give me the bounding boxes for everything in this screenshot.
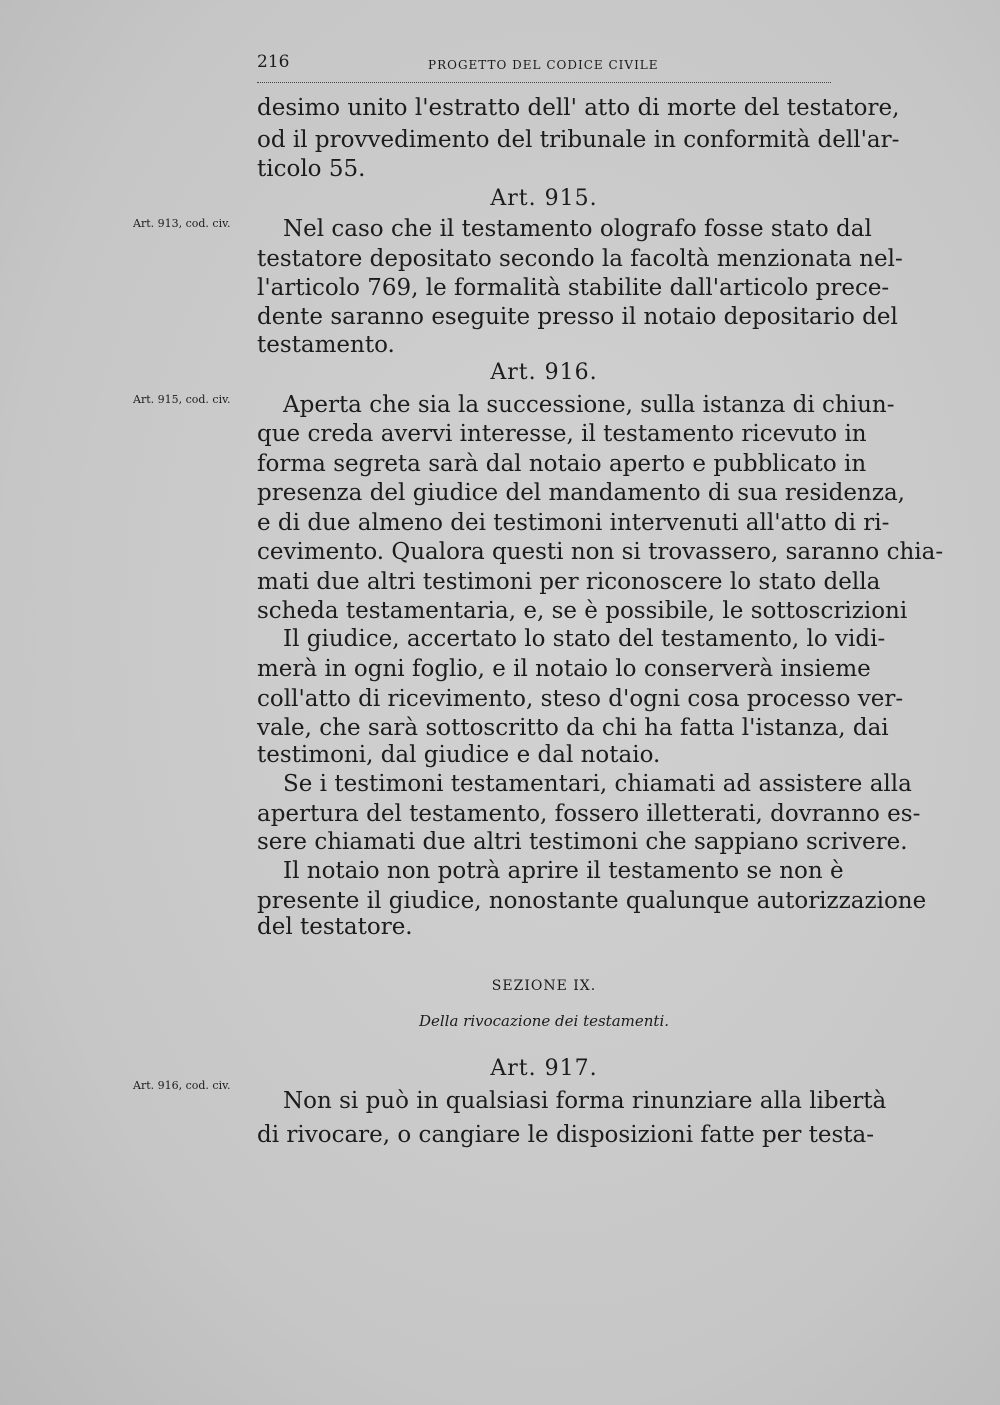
running-head: PROGETTO DEL CODICE CIVILE — [428, 58, 659, 72]
text-line: Nel caso che il testamento olografo fosse stato dal — [283, 216, 872, 242]
text-line: Aperta che sia la successione, sulla istanza di chiun- — [283, 392, 895, 418]
text-line: ticolo 55. — [257, 156, 366, 182]
text-line: merà in ogni foglio, e il notaio lo conserverà insieme — [257, 656, 871, 682]
text-line: e di due almeno dei testimoni intervenuti all'atto di ri- — [257, 510, 890, 536]
text-line: testamento. — [257, 332, 395, 358]
text-line: Il giudice, accertato lo stato del testamento, lo vidi- — [283, 626, 886, 652]
text-line: mati due altri testimoni per riconoscere lo stato della — [257, 569, 881, 595]
text-line: di rivocare, o cangiare le disposizioni fatte per testa- — [257, 1122, 875, 1148]
article-heading-917: Art. 917. — [490, 1056, 598, 1081]
text-line: presenza del giudice del mandamento di sua residenza, — [257, 480, 905, 506]
article-heading-915: Art. 915. — [490, 186, 598, 211]
text-line: coll'atto di ricevimento, steso d'ogni cosa processo ver- — [257, 686, 904, 712]
article-heading-916: Art. 916. — [490, 360, 598, 385]
text-line: l'articolo 769, le formalità stabilite dall'articolo prece- — [257, 275, 890, 301]
section-subtitle: Della rivocazione dei testamenti. — [418, 1012, 670, 1030]
text-line: vale, che sarà sottoscritto da chi ha fatta l'istanza, dai — [257, 715, 889, 741]
text-line: od il provvedimento del tribunale in conformità dell'ar- — [257, 127, 900, 153]
text-line: Il notaio non potrà aprire il testamento se non è — [283, 858, 844, 884]
text-line: presente il giudice, nonostante qualunque autorizzazione — [257, 888, 927, 914]
text-line: Se i testimoni testamentari, chiamati ad assistere alla — [283, 771, 912, 797]
text-line: scheda testamentaria, e, se è possibile, le sottoscrizioni — [257, 598, 908, 624]
text-line: apertura del testamento, fossero illetterati, dovranno es- — [257, 801, 921, 827]
text-line: Non si può in qualsiasi forma rinunziare alla libertà — [283, 1088, 887, 1114]
text-line: testatore depositato secondo la facoltà menzionata nel- — [257, 246, 903, 272]
text-line: forma segreta sarà dal notaio aperto e pubblicato in — [257, 451, 867, 477]
text-line: testimoni, dal giudice e dal notaio. — [257, 742, 661, 768]
page-number: 216 — [257, 52, 290, 72]
page-header — [257, 52, 831, 83]
margin-note: Art. 916, cod. civ. — [133, 1079, 231, 1092]
margin-note: Art. 913, cod. civ. — [133, 217, 231, 230]
text-line: cevimento. Qualora questi non si trovassero, saranno chia- — [257, 539, 944, 565]
text-line: sere chiamati due altri testimoni che sappiano scrivere. — [257, 829, 908, 855]
margin-note: Art. 915, cod. civ. — [133, 393, 231, 406]
text-line: dente saranno eseguite presso il notaio depositario del — [257, 304, 898, 330]
text-line: desimo unito l'estratto dell' atto di morte del testatore, — [257, 95, 900, 121]
text-line: del testatore. — [257, 914, 413, 940]
section-heading: SEZIONE IX. — [491, 978, 597, 994]
text-line: que creda avervi interesse, il testamento ricevuto in — [257, 421, 867, 447]
